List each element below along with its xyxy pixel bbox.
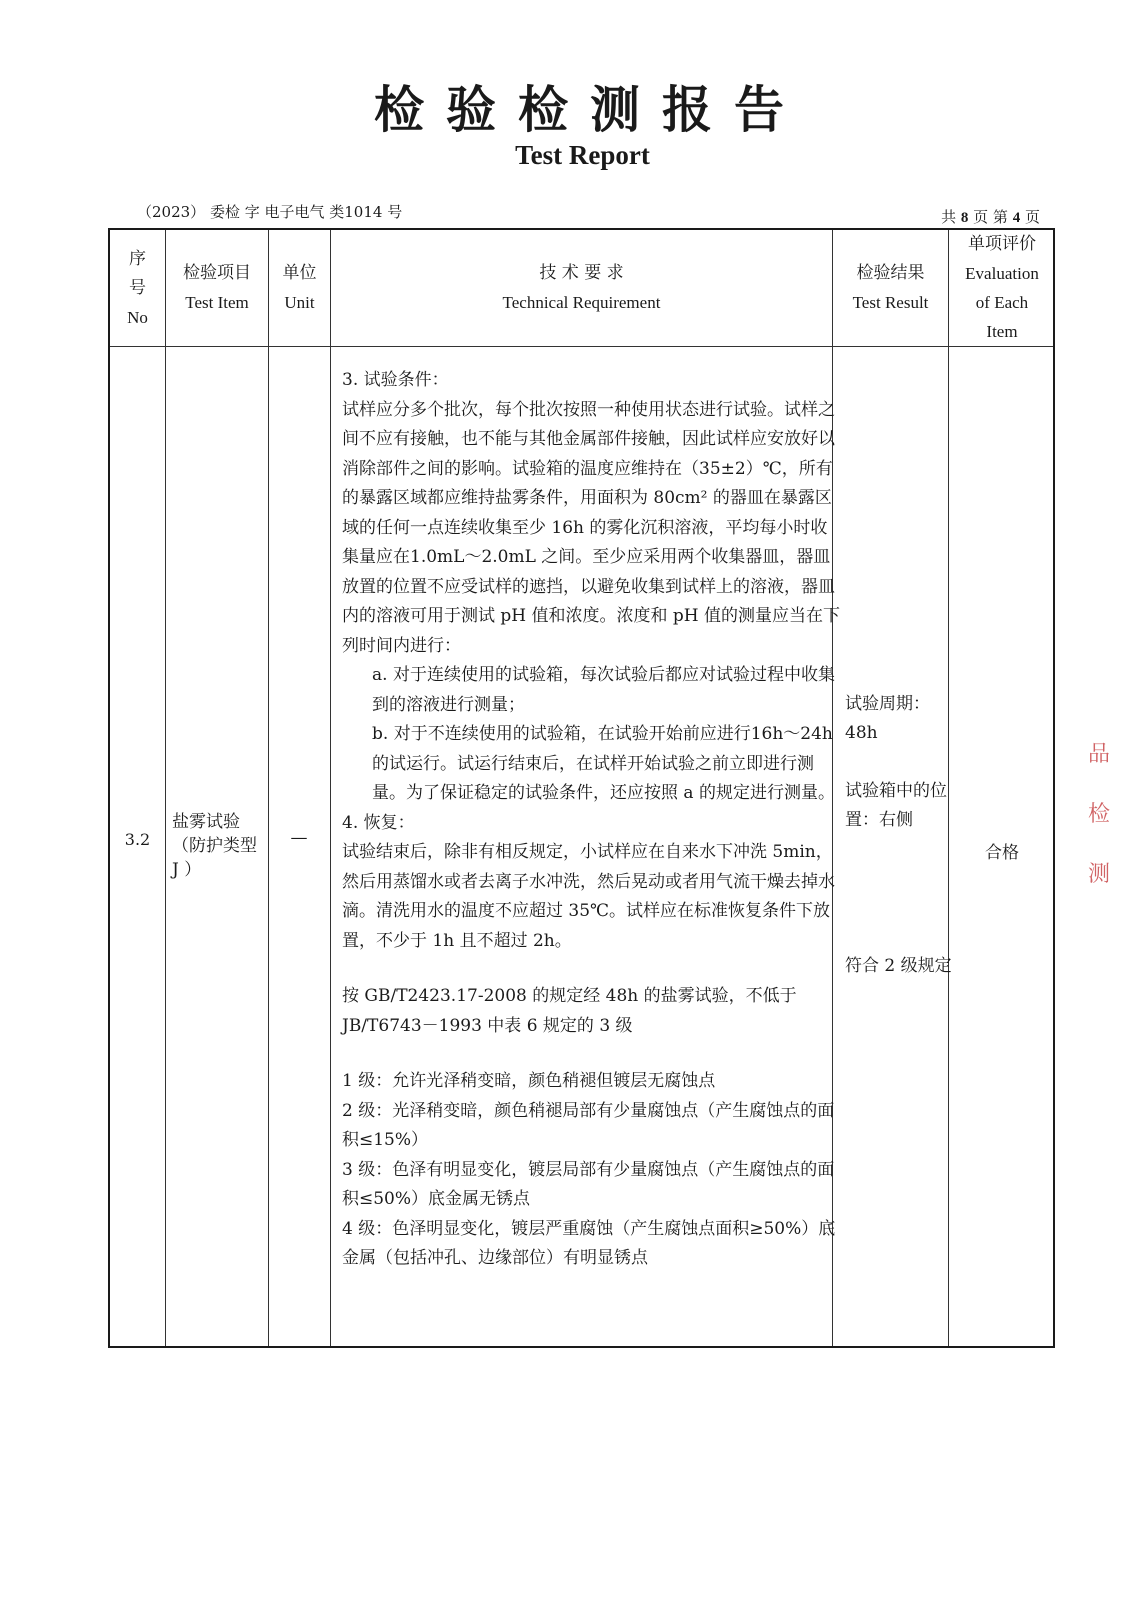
page-prefix: 共 — [941, 208, 957, 226]
header-evaluation — [949, 230, 1055, 346]
header-divider — [110, 346, 1053, 347]
header-unit-cn: 单位 — [282, 263, 317, 283]
header-eval-en-3: Item — [986, 322, 1018, 341]
test-table — [108, 228, 1055, 1348]
result-position: 试验箱中的位置：右侧 — [845, 781, 947, 830]
header-no-cn-1: 序 — [129, 248, 146, 269]
req-paragraph: 试验结束后，除非有相反规定，小试样应在自来水下冲洗 5min，然后用蒸馏水或者去离子水冲洗，然后晃动或者用气流干燥去掉水滴。清洗用水的温度不应超过 35℃。试样应在标准恢复条件下放置，不少于 1h 且不超过 2h。 — [342, 842, 835, 951]
header-unit — [269, 230, 330, 346]
stamp-char: 检 — [1088, 802, 1111, 827]
row-technical-requirement — [342, 366, 842, 1274]
header-test-item — [166, 230, 268, 346]
header-no-en: No — [127, 307, 148, 327]
header-item-en: Test Item — [185, 293, 249, 312]
col-divider — [268, 230, 269, 1346]
header-result-cn: 检验结果 — [856, 263, 925, 283]
result-test-period: 试验周期：48h — [845, 694, 930, 743]
header-technical-requirement — [331, 230, 832, 346]
header-unit-en: Unit — [284, 293, 315, 312]
page-current: 4 — [1012, 210, 1021, 226]
req-item-b: b. 对于不连续使用的试验箱，在试验开始前应进行16h～24h 的试运行。试运行结束后，在试样开始试验之前立即进行测量。为了保证稳定的试验条件，还应按照 a 的规定进行测量。 — [372, 724, 835, 803]
stamp-char: 测 — [1088, 862, 1111, 887]
req-grade-1: 1 级：允许光泽稍变暗，颜色稍褪但镀层无腐蚀点 — [342, 1071, 716, 1091]
header-no — [110, 230, 165, 346]
header-no-cn-2: 号 — [129, 277, 146, 298]
header-item-cn: 检验项目 — [183, 263, 251, 283]
req-paragraph: 试样应分多个批次，每个批次按照一种使用状态进行试验。试样之间不应有接触，也不能与其他金属部件接触，因此试样应安放好以消除部件之间的影响。试验箱的温度应维持在（35±2）℃，所有的暴露区域都应维持盐雾条件，用面积为 80cm² 的器皿在暴露区域的任何一点连续收集至少 16h 的雾化沉积溶液，平均每小时收集量应在1.0mL～2.0mL 之间。至少应采用两个收集器皿，器皿放置的位置不应受试样的遮挡，以避免收集到试样上的溶液，器皿内的溶液可用于测试 pH 值和浓度。浓度和 pH 值的测量应当在下列时间内进行： — [342, 399, 841, 656]
header-req-cn: 技 术 要 求 — [539, 263, 624, 283]
req-paragraph: 按 GB/T2423.17-2008 的规定经 48h 的盐雾试验，不低于JB/T6743－1993 中表 6 规定的 3 级 — [342, 986, 797, 1036]
header-eval-en-2: of Each — [975, 293, 1029, 312]
page-mid: 页 第 — [973, 208, 1008, 226]
header-req-en: Technical Requirement — [502, 293, 661, 312]
req-heading-conditions: 3. 试验条件： — [342, 370, 449, 390]
col-divider — [330, 230, 331, 1346]
req-grade-2: 2 级：光泽稍变暗，颜色稍褪局部有少量腐蚀点（产生腐蚀点的面积≤15%） — [342, 1100, 835, 1150]
page-suffix: 页 — [1024, 208, 1040, 226]
header-eval-en-1: Evaluation — [965, 264, 1039, 283]
row-test-item: 盐雾试验（防护类型 J ） — [172, 812, 257, 880]
header-eval-cn: 单项评价 — [968, 234, 1036, 254]
seal-stamp — [1088, 725, 1111, 905]
page-total: 8 — [960, 210, 969, 226]
req-item-a: a. 对于连续使用的试验箱，每次试验后都应对试验过程中收集到的溶液进行测量； — [372, 665, 835, 715]
page-indicator — [941, 206, 1040, 227]
report-reference-number: （2023） 委检 字 电子电气 类1014 号 — [137, 203, 403, 221]
req-grade-3: 3 级：色泽有明显变化，镀层局部有少量腐蚀点（产生腐蚀点的面积≤50%）底金属无锈点 — [342, 1159, 835, 1209]
req-grade-4: 4 级：色泽明显变化，镀层严重腐蚀（产生腐蚀点面积≥50%）底金属（包括冲孔、边缘部位）有明显锈点 — [342, 1218, 836, 1268]
stamp-char: 品 — [1088, 742, 1111, 767]
report-title-cn: 检验检测报告 — [374, 80, 806, 139]
req-heading-recovery: 4. 恢复： — [342, 812, 415, 833]
header-result-en: Test Result — [852, 293, 929, 312]
col-divider — [165, 230, 166, 1346]
report-title-en: Test Report — [515, 140, 650, 170]
row-evaluation: 合格 — [985, 843, 1019, 863]
row-unit: — — [290, 828, 308, 848]
result-grade: 符合 2 级规定 — [845, 956, 952, 976]
header-test-result — [833, 230, 948, 346]
row-number: 3.2 — [124, 830, 151, 849]
